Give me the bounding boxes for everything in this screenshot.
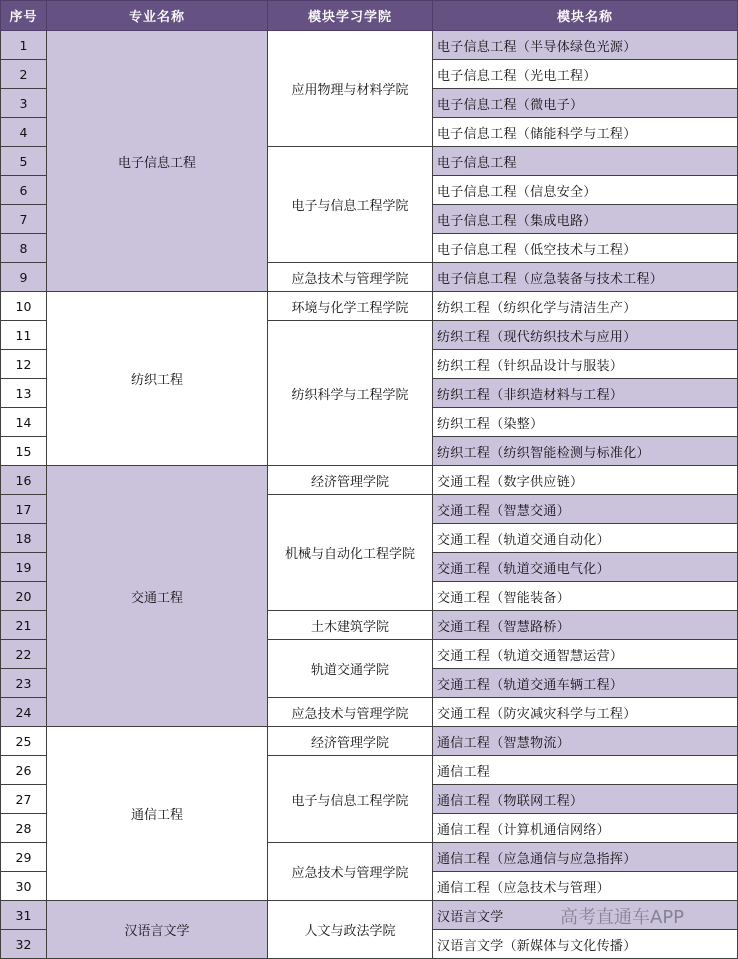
row-index-cell: 11 [1, 321, 47, 350]
table-row [1, 31, 738, 60]
school-name-cell: 经济管理学院 [268, 727, 433, 756]
row-index-cell: 21 [1, 611, 47, 640]
module-name-cell: 纺织工程（染整） [433, 408, 738, 437]
school-name-cell: 人文与政法学院 [268, 901, 433, 959]
module-name-cell: 通信工程（智慧物流） [433, 727, 738, 756]
row-index-cell: 6 [1, 176, 47, 205]
table-row [1, 466, 738, 495]
school-name-cell: 应急技术与管理学院 [268, 698, 433, 727]
header-school: 模块学习学院 [268, 1, 433, 31]
module-name-cell: 纺织工程（纺织化学与清洁生产） [433, 292, 738, 321]
module-name-cell: 通信工程（应急技术与管理） [433, 872, 738, 901]
header-major: 专业名称 [47, 1, 268, 31]
module-name-cell: 通信工程（计算机通信网络） [433, 814, 738, 843]
module-name-cell: 电子信息工程（储能科学与工程） [433, 118, 738, 147]
row-index-cell: 27 [1, 785, 47, 814]
major-name-cell: 交通工程 [47, 466, 268, 727]
row-index-cell: 15 [1, 437, 47, 466]
row-index-cell: 12 [1, 350, 47, 379]
school-name-cell: 土木建筑学院 [268, 611, 433, 640]
module-name-cell: 汉语言文学 [433, 901, 738, 930]
row-index-cell: 1 [1, 31, 47, 60]
school-name-cell: 机械与自动化工程学院 [268, 495, 433, 611]
row-index-cell: 2 [1, 60, 47, 89]
module-name-cell: 交通工程（轨道交通自动化） [433, 524, 738, 553]
row-index-cell: 26 [1, 756, 47, 785]
module-name-cell: 电子信息工程（低空技术与工程） [433, 234, 738, 263]
module-name-cell: 纺织工程（针织品设计与服装） [433, 350, 738, 379]
school-name-cell: 纺织科学与工程学院 [268, 321, 433, 466]
row-index-cell: 31 [1, 901, 47, 930]
row-index-cell: 19 [1, 553, 47, 582]
module-name-cell: 电子信息工程（微电子） [433, 89, 738, 118]
school-name-cell: 应用物理与材料学院 [268, 31, 433, 147]
school-name-cell: 轨道交通学院 [268, 640, 433, 698]
module-name-cell: 交通工程（轨道交通电气化） [433, 553, 738, 582]
major-name-cell: 电子信息工程 [47, 31, 268, 292]
row-index-cell: 3 [1, 89, 47, 118]
module-name-cell: 交通工程（智能装备） [433, 582, 738, 611]
module-name-cell: 纺织工程（纺织智能检测与标准化） [433, 437, 738, 466]
school-name-cell: 应急技术与管理学院 [268, 263, 433, 292]
table-row [1, 292, 738, 321]
row-index-cell: 23 [1, 669, 47, 698]
school-name-cell: 电子与信息工程学院 [268, 147, 433, 263]
row-index-cell: 20 [1, 582, 47, 611]
major-name-cell: 汉语言文学 [47, 901, 268, 959]
row-index-cell: 4 [1, 118, 47, 147]
module-name-cell: 交通工程（智慧路桥） [433, 611, 738, 640]
school-name-cell: 应急技术与管理学院 [268, 843, 433, 901]
row-index-cell: 13 [1, 379, 47, 408]
module-name-cell: 纺织工程（非织造材料与工程） [433, 379, 738, 408]
module-name-cell: 电子信息工程（集成电路） [433, 205, 738, 234]
row-index-cell: 29 [1, 843, 47, 872]
row-index-cell: 25 [1, 727, 47, 756]
row-index-cell: 22 [1, 640, 47, 669]
module-name-cell: 交通工程（防灾减灾科学与工程） [433, 698, 738, 727]
school-name-cell: 电子与信息工程学院 [268, 756, 433, 843]
module-name-cell: 通信工程（物联网工程） [433, 785, 738, 814]
module-name-cell: 交通工程（轨道交通车辆工程） [433, 669, 738, 698]
module-name-cell: 交通工程（轨道交通智慧运营） [433, 640, 738, 669]
header-module: 模块名称 [433, 1, 738, 31]
module-name-cell: 电子信息工程（信息安全） [433, 176, 738, 205]
major-name-cell: 通信工程 [47, 727, 268, 901]
table-row [1, 727, 738, 756]
module-name-cell: 电子信息工程 [433, 147, 738, 176]
module-name-cell: 通信工程（应急通信与应急指挥） [433, 843, 738, 872]
row-index-cell: 32 [1, 930, 47, 959]
row-index-cell: 7 [1, 205, 47, 234]
row-index-cell: 30 [1, 872, 47, 901]
header-row [1, 1, 738, 31]
module-name-cell: 交通工程（数字供应链） [433, 466, 738, 495]
row-index-cell: 14 [1, 408, 47, 437]
row-index-cell: 10 [1, 292, 47, 321]
header-index: 序号 [1, 1, 47, 31]
module-name-cell: 交通工程（智慧交通） [433, 495, 738, 524]
row-index-cell: 16 [1, 466, 47, 495]
row-index-cell: 8 [1, 234, 47, 263]
row-index-cell: 9 [1, 263, 47, 292]
school-name-cell: 环境与化学工程学院 [268, 292, 433, 321]
school-name-cell: 经济管理学院 [268, 466, 433, 495]
row-index-cell: 28 [1, 814, 47, 843]
module-name-cell: 纺织工程（现代纺织技术与应用） [433, 321, 738, 350]
module-name-cell: 电子信息工程（应急装备与技术工程） [433, 263, 738, 292]
module-name-cell: 电子信息工程（半导体绿色光源） [433, 31, 738, 60]
watermark-text: 高考直通车APP [560, 907, 685, 928]
row-index-cell: 17 [1, 495, 47, 524]
module-name-cell: 汉语言文学（新媒体与文化传播） [433, 930, 738, 959]
row-index-cell: 24 [1, 698, 47, 727]
row-index-cell: 18 [1, 524, 47, 553]
major-name-cell: 纺织工程 [47, 292, 268, 466]
row-index-cell: 5 [1, 147, 47, 176]
module-name-cell: 电子信息工程（光电工程） [433, 60, 738, 89]
module-name-cell: 通信工程 [433, 756, 738, 785]
